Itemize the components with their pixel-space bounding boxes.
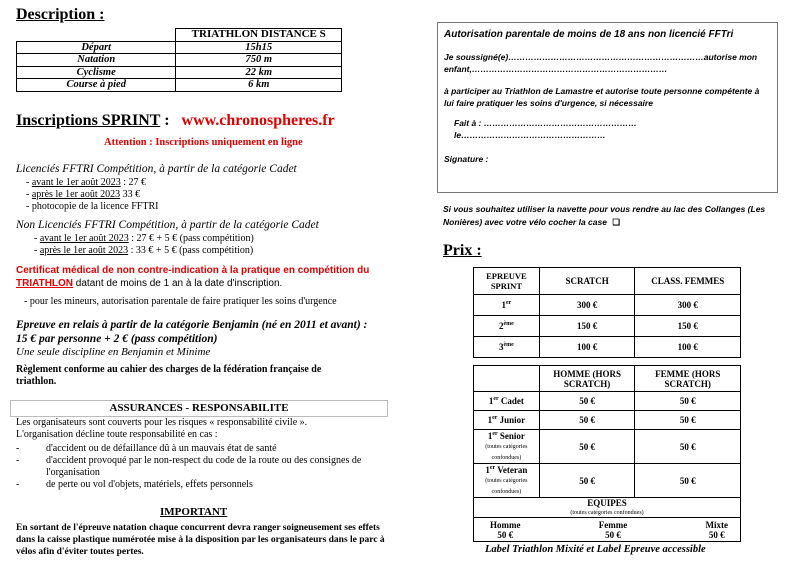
equipes-row: Homme 50 € Femme 50 € Mixte 50 € bbox=[474, 518, 741, 542]
assurances-heading: ASSURANCES - RESPONSABILITE bbox=[10, 400, 388, 417]
chronospheres-link[interactable]: www.chronospheres.fr bbox=[181, 112, 335, 129]
table-row: 1er Junior 50 € 50 € bbox=[474, 411, 741, 430]
attention-text: Attention : Inscriptions uniquement en ligne bbox=[104, 137, 303, 148]
non-licencies-title: Non Licenciés FFTRI Compétition, à partir de la catégorie Cadet bbox=[16, 219, 319, 231]
table-row: 1er 300 € 300 € bbox=[474, 295, 741, 316]
table-row bbox=[17, 66, 342, 79]
table-row: 3ème 100 € 100 € bbox=[474, 337, 741, 358]
certificat-text: Certificat médical de non contre-indication à la pratique en compétition du TRIATHLON datant de moins de 1 an à la date d'inscription. bbox=[16, 265, 370, 289]
col-header: HOMME (HORS SCRATCH) bbox=[539, 366, 635, 392]
table-row bbox=[17, 54, 342, 67]
autorisation-line-1[interactable]: Je soussigné(e)……………………………………………………………autorise mon enfant,…………………………………………………………… bbox=[444, 52, 758, 74]
autorisation-title: Autorisation parentale de moins de 18 ans non licencié FFTri bbox=[444, 29, 734, 40]
row-label: Départ bbox=[17, 41, 176, 54]
inscriptions-line bbox=[16, 112, 335, 130]
important-heading: IMPORTANT bbox=[160, 506, 228, 518]
table-row bbox=[17, 79, 342, 92]
prix-heading: Prix : bbox=[443, 242, 482, 259]
col-header: FEMME (HORS SCRATCH) bbox=[635, 366, 741, 392]
table-row bbox=[17, 41, 342, 54]
label-text: Label Triathlon Mixité et Label Epreuve accessible bbox=[485, 544, 706, 555]
signature-field[interactable]: Signature : bbox=[444, 154, 489, 164]
equipes-header-row: EQUIPES (toutes catégories confondues) bbox=[474, 498, 741, 518]
table-row: 1er Cadet 50 € 50 € bbox=[474, 392, 741, 411]
distance-table bbox=[16, 28, 342, 92]
col-header: EPREUVE SPRINT bbox=[474, 268, 540, 295]
licencies-title: Licenciés FFTRI Compétition, à partir de la catégorie Cadet bbox=[16, 163, 297, 175]
reglement-text: Règlement conforme au cahier des charges de la fédération française de triathlon. bbox=[16, 364, 322, 387]
row-label: Natation bbox=[17, 54, 176, 67]
table-row: 1er Senior (toutes catégories confondues) 50 € 50 € bbox=[474, 430, 741, 464]
table-row: 2ème 150 € 150 € bbox=[474, 316, 741, 337]
row-value: 15h15 bbox=[176, 41, 342, 54]
prix-sprint-table bbox=[473, 267, 741, 358]
fait-a-field[interactable]: Fait à : ……………………………………………… le…………………………………………… bbox=[454, 118, 637, 140]
licencies-line-3: - photocopie de la licence FFTRI bbox=[26, 201, 159, 212]
row-label: Cyclisme bbox=[17, 66, 176, 79]
non-licencies-line-1: - avant le 1er août 2023 : 27 € + 5 € (pass compétition) bbox=[34, 233, 254, 244]
relais-note: Une seule discipline en Benjamin et Minime bbox=[16, 346, 211, 358]
assurances-body: Les organisateurs sont couverts pour les risques « responsabilité civile ». L'organisation décline toute responsabilité en cas : - d'accident ou de défaillance dû à un mauvais état de santé - d'accident provoqué par le non-respect du code de la route ou des consignes de l'organisation - de perte ou vol d'objets, matériels, effets personnels bbox=[16, 417, 362, 490]
mineurs-text: - pour les mineurs, autorisation parentale de faire pratiquer les soins d'urgence bbox=[24, 296, 337, 307]
licencies-line-1: - avant le 1er août 2023 : 27 € bbox=[26, 177, 146, 188]
inscriptions-heading: Inscriptions SPRINT bbox=[16, 112, 161, 129]
non-licencies-line-2: - après le 1er août 2023 : 33 € + 5 € (pass compétition) bbox=[34, 245, 254, 256]
relais-text: Epreuve en relais à partir de la catégorie Benjamin (né en 2011 et avant) : 15 € par personne + 2 € (pass compétition) bbox=[16, 319, 368, 345]
row-value: 750 m bbox=[176, 54, 342, 67]
distance-table-title: TRIATHLON DISTANCE S bbox=[176, 29, 342, 42]
row-value: 6 km bbox=[176, 79, 342, 92]
col-header: SCRATCH bbox=[539, 268, 635, 295]
navette-checkbox[interactable]: ❑ bbox=[612, 217, 620, 227]
col-header: CLASS. FEMMES bbox=[635, 268, 741, 295]
row-label: Course à pied bbox=[17, 79, 176, 92]
table-row: 1er Veteran (toutes catégories confondues) 50 € 50 € bbox=[474, 464, 741, 498]
prix-categories-table bbox=[473, 365, 741, 542]
navette-text: Si vous souhaitez utiliser la navette pour vous rendre au lac des Collanges (Les Nonières) avec votre vélo cocher la case ❑ bbox=[443, 204, 766, 227]
important-text: En sortant de l'épreuve natation chaque concurrent devra ranger soigneusement ses effets dans la caisse plastique numérotée mise à la disposition par les organisateurs dans le parc à vélos afin d'éviter toutes pertes. bbox=[16, 523, 385, 557]
autorisation-box bbox=[437, 22, 778, 193]
licencies-line-2: - après le 1er août 2023 33 € bbox=[26, 189, 141, 200]
description-heading: Description : bbox=[16, 6, 105, 23]
inscriptions-colon: : bbox=[160, 112, 170, 129]
autorisation-line-2: à participer au Triathlon de Lamastre et autorise toute personne compétente à lui faire pratiquer les soins d'urgence, si nécessaire bbox=[444, 86, 760, 108]
row-value: 22 km bbox=[176, 66, 342, 79]
